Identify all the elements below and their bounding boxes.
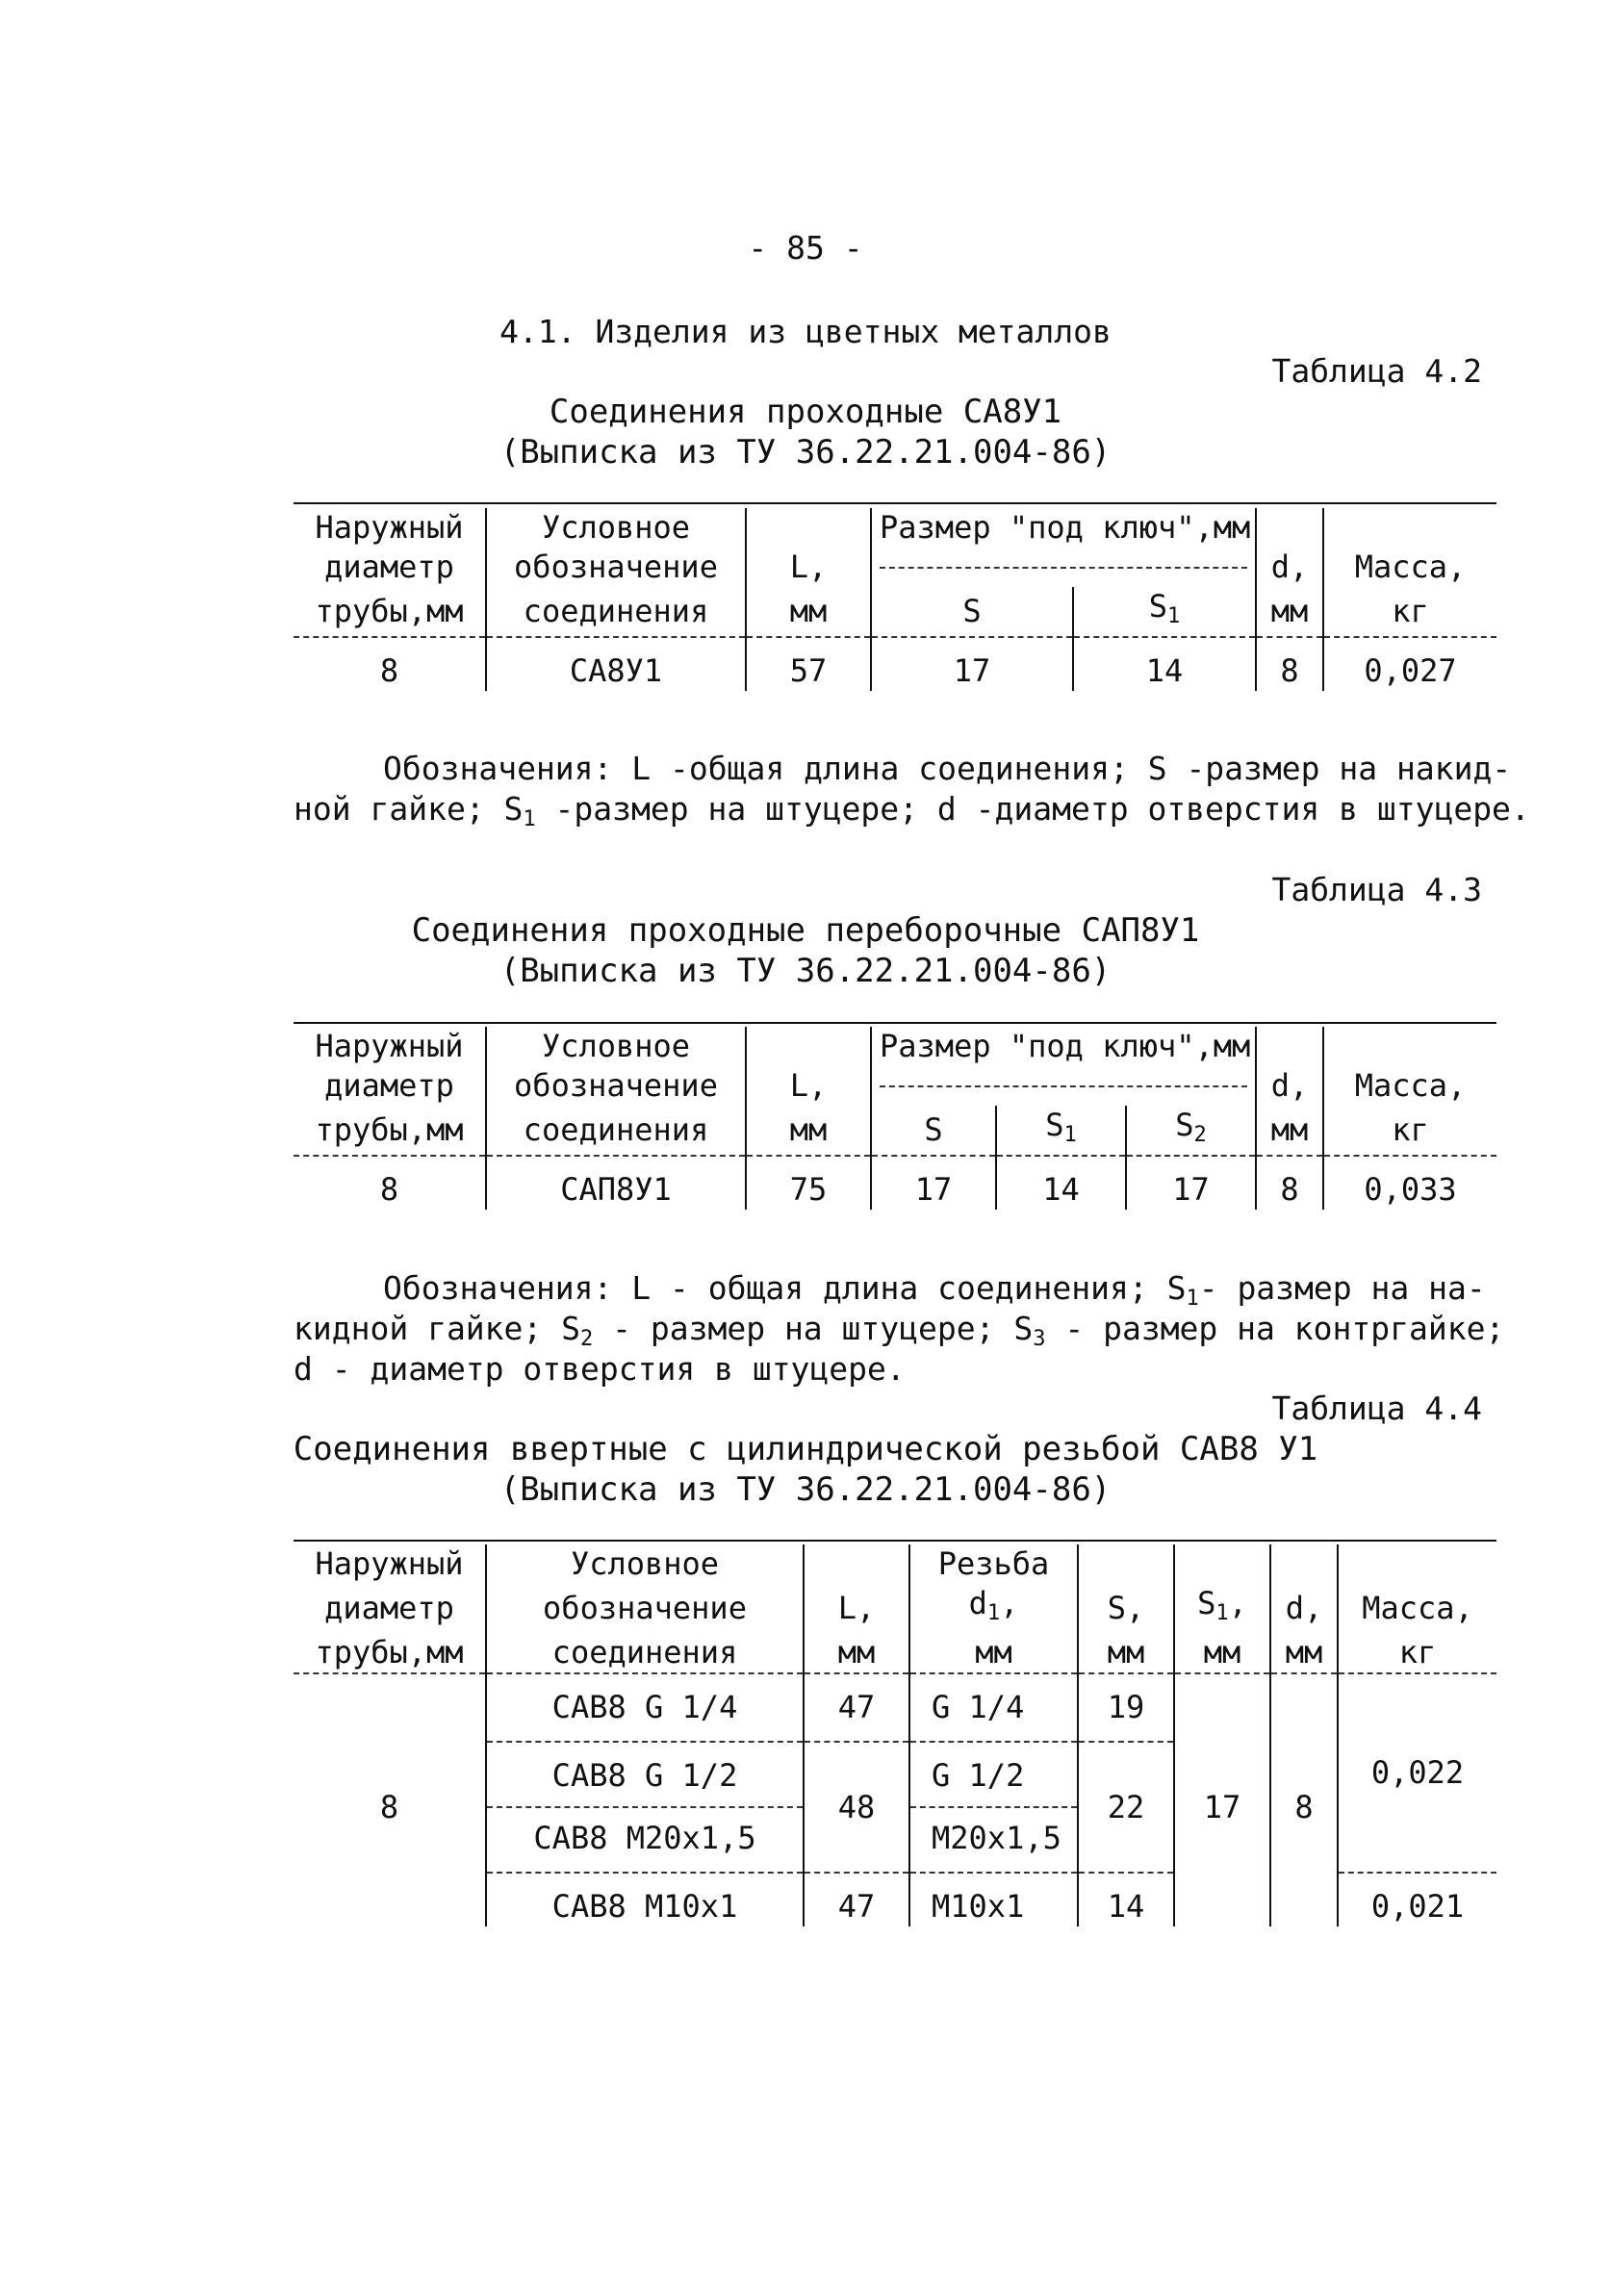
cell-mass: 0,021: [1338, 1887, 1496, 1926]
hdr-d-2: мм: [1270, 1633, 1338, 1673]
hdr-s: S: [871, 587, 1073, 637]
hdr-length-2: мм: [746, 587, 871, 637]
hdr-designation-2: обозначение: [486, 548, 746, 587]
hdr-d-blank: [1256, 508, 1323, 548]
hdr-length-2: мм: [804, 1633, 909, 1673]
cell-diameter: 8: [379, 1788, 399, 1825]
hdr-length-1: L,: [804, 1584, 909, 1633]
hdr-outer-diameter-3: трубы,мм: [315, 593, 464, 629]
hdr-outer-diameter-3: трубы,мм: [315, 1634, 464, 1671]
cell-d: 8: [1256, 651, 1323, 691]
hdr-outer-diameter-2: диаметр: [324, 1590, 454, 1626]
hdr-s1: $S_1$: [996, 1106, 1126, 1156]
hdr-s1: $S_1$: [1073, 587, 1256, 637]
hdr-outer-diameter-2: диаметр: [324, 548, 454, 585]
table-4-2-top-rule: [294, 502, 1496, 504]
hdr-d-1: d,: [1270, 1584, 1338, 1633]
cell-mass-group: 0,022: [1338, 1688, 1496, 1858]
cell-thread: G 1/4: [909, 1688, 1078, 1727]
cell-mass: 0,033: [1323, 1170, 1496, 1210]
hdr-designation-2: обозначение: [486, 1066, 746, 1106]
hdr-outer-diameter-3: трубы,мм: [315, 1111, 464, 1148]
cell-thread: G 1/2: [909, 1756, 1078, 1796]
cell-designation: САВ8 М10х1: [486, 1887, 804, 1926]
cell-length: 57: [746, 651, 871, 691]
cell-diameter: 8: [379, 1171, 399, 1208]
table-4-3: [294, 1027, 1496, 1210]
hdr-d-1: d,: [1256, 1066, 1323, 1106]
hdr-mass-2: кг: [1323, 1106, 1496, 1156]
hdr-d-blank: [1270, 1544, 1338, 1584]
hdr-outer-diameter-1: Наружный: [315, 509, 464, 546]
hdr-thread-2: $d_1$,: [909, 1584, 1078, 1633]
hdr-s-1: S,: [1078, 1584, 1174, 1633]
hdr-d-blank: [1256, 1027, 1323, 1066]
cell-designation: САВ8 G 1/4: [486, 1688, 804, 1727]
cell-s1: 14: [1073, 651, 1256, 691]
table-4-4-source: (Выписка из ТУ 36.22.21.004-86): [499, 1470, 1112, 1509]
hdr-thread-3: мм: [909, 1633, 1078, 1673]
hdr-mass-blank: [1323, 1027, 1496, 1066]
hdr-mass-1: Масса,: [1338, 1584, 1496, 1633]
hdr-designation-1: Условное: [486, 508, 746, 548]
cell-diameter: 8: [379, 652, 399, 689]
hdr-mass-blank: [1323, 508, 1496, 548]
cell-s: 17: [871, 1170, 996, 1210]
table-4-3-caption: Таблица 4.3: [1271, 871, 1482, 908]
hdr-thread-1: Резьба: [909, 1544, 1078, 1584]
hdr-d-2: мм: [1256, 587, 1323, 637]
cell-s: 19: [1078, 1688, 1174, 1727]
cell-thread: М10х1: [909, 1887, 1078, 1926]
hdr-designation-3: соединения: [486, 587, 746, 637]
hdr-mass-1: Масса,: [1323, 1066, 1496, 1106]
table-4-3-note-line1: Обозначения: L - общая длина соединения; $S_1-$ размер на на-: [383, 1269, 1486, 1311]
hdr-s-2: мм: [1078, 1633, 1174, 1673]
cell-d: 8: [1256, 1170, 1323, 1210]
page-number: - 85 -: [748, 229, 863, 267]
cell-s: 22: [1078, 1756, 1174, 1858]
hdr-s: S: [871, 1106, 996, 1156]
hdr-s-blank: [1078, 1544, 1174, 1584]
hdr-outer-diameter-1: Наружный: [315, 1545, 464, 1582]
hdr-length-blank: [746, 508, 871, 548]
cell-designation: САВ8 М20х1,5: [486, 1819, 804, 1858]
cell-designation: САП8У1: [486, 1170, 746, 1210]
table-4-2-source: (Выписка из ТУ 36.22.21.004-86): [499, 433, 1112, 472]
hdr-length-2: мм: [746, 1106, 871, 1156]
cell-mass: 0,027: [1323, 651, 1496, 691]
hdr-designation-1: Условное: [486, 1544, 804, 1584]
cell-length: 47: [804, 1688, 909, 1727]
table-4-2: [294, 508, 1496, 691]
hdr-outer-diameter-1: Наружный: [315, 1028, 464, 1064]
table-4-4-caption: Таблица 4.4: [1271, 1390, 1482, 1427]
cell-s: 17: [871, 651, 1073, 691]
table-row: [294, 651, 1496, 691]
hdr-wrench-divider: [871, 1066, 1256, 1106]
hdr-d-1: d,: [1256, 548, 1323, 587]
cell-s2: 17: [1126, 1170, 1256, 1210]
table-row: [294, 1688, 1496, 1727]
table-4-3-title: Соединения проходные переборочные САП8У1: [411, 911, 1200, 950]
hdr-s1-2: мм: [1174, 1633, 1270, 1673]
cell-s1: 17: [1174, 1688, 1270, 1926]
hdr-s1-blank: [1174, 1544, 1270, 1584]
table-4-2-caption: Таблица 4.2: [1271, 352, 1482, 390]
hdr-mass-2: кг: [1338, 1633, 1496, 1673]
cell-s1: 14: [996, 1170, 1126, 1210]
cell-thread: М20х1,5: [909, 1819, 1078, 1858]
table-4-2-note-line1: Обозначения: L -общая длина соединения; S -размер на накид-: [383, 750, 1512, 787]
table-4-4-top-rule: [294, 1540, 1496, 1542]
hdr-mass-2: кг: [1323, 587, 1496, 637]
hdr-wrench-size: Размер "под ключ",мм: [871, 508, 1256, 548]
cell-designation: САВ8 G 1/2: [486, 1756, 804, 1796]
hdr-d-2: мм: [1256, 1106, 1323, 1156]
table-4-2-title: Соединения проходные СА8У1: [549, 393, 1062, 431]
cell-s: 14: [1078, 1887, 1174, 1926]
hdr-outer-diameter-2: диаметр: [324, 1067, 454, 1104]
table-4-3-source: (Выписка из ТУ 36.22.21.004-86): [499, 952, 1112, 990]
hdr-mass-1: Масса,: [1323, 548, 1496, 587]
hdr-length-1: L,: [746, 1066, 871, 1106]
cell-length: 47: [804, 1887, 909, 1926]
table-row: [294, 1170, 1496, 1210]
table-4-4: [294, 1544, 1496, 1926]
hdr-designation-1: Условное: [486, 1027, 746, 1066]
hdr-length-blank: [746, 1027, 871, 1066]
section-title: 4.1. Изделия из цветных металлов: [499, 313, 1112, 350]
cell-length: 48: [804, 1756, 909, 1858]
cell-d: 8: [1270, 1688, 1338, 1926]
table-4-3-note-line2: кидной гайке; $S_2$ - размер на штуцере; $S_3$ - размер на контргайке;: [294, 1310, 1505, 1351]
hdr-s1-1: $S_1$,: [1174, 1584, 1270, 1633]
hdr-designation-2: обозначение: [486, 1584, 804, 1633]
hdr-length-1: L,: [746, 548, 871, 587]
table-4-3-note-line3: d - диаметр отверстия в штуцере.: [294, 1350, 906, 1388]
cell-length: 75: [746, 1170, 871, 1210]
hdr-wrench-size: Размер "под ключ",мм: [871, 1027, 1256, 1066]
hdr-s2: $S_2$: [1126, 1106, 1256, 1156]
table-4-2-note-line2: ной гайке; $S_1$ -размер на штуцере; d -диаметр отверстия в штуцере.: [294, 790, 1530, 831]
hdr-mass-blank: [1338, 1544, 1496, 1584]
hdr-length-blank: [804, 1544, 909, 1584]
cell-designation: СА8У1: [486, 651, 746, 691]
table-4-4-title: Соединения ввертные с цилиндрической резьбой САВ8 У1: [293, 1430, 1318, 1468]
hdr-designation-3: соединения: [486, 1633, 804, 1673]
hdr-designation-3: соединения: [486, 1106, 746, 1156]
table-4-3-top-rule: [294, 1022, 1496, 1024]
hdr-wrench-divider: [871, 548, 1256, 587]
